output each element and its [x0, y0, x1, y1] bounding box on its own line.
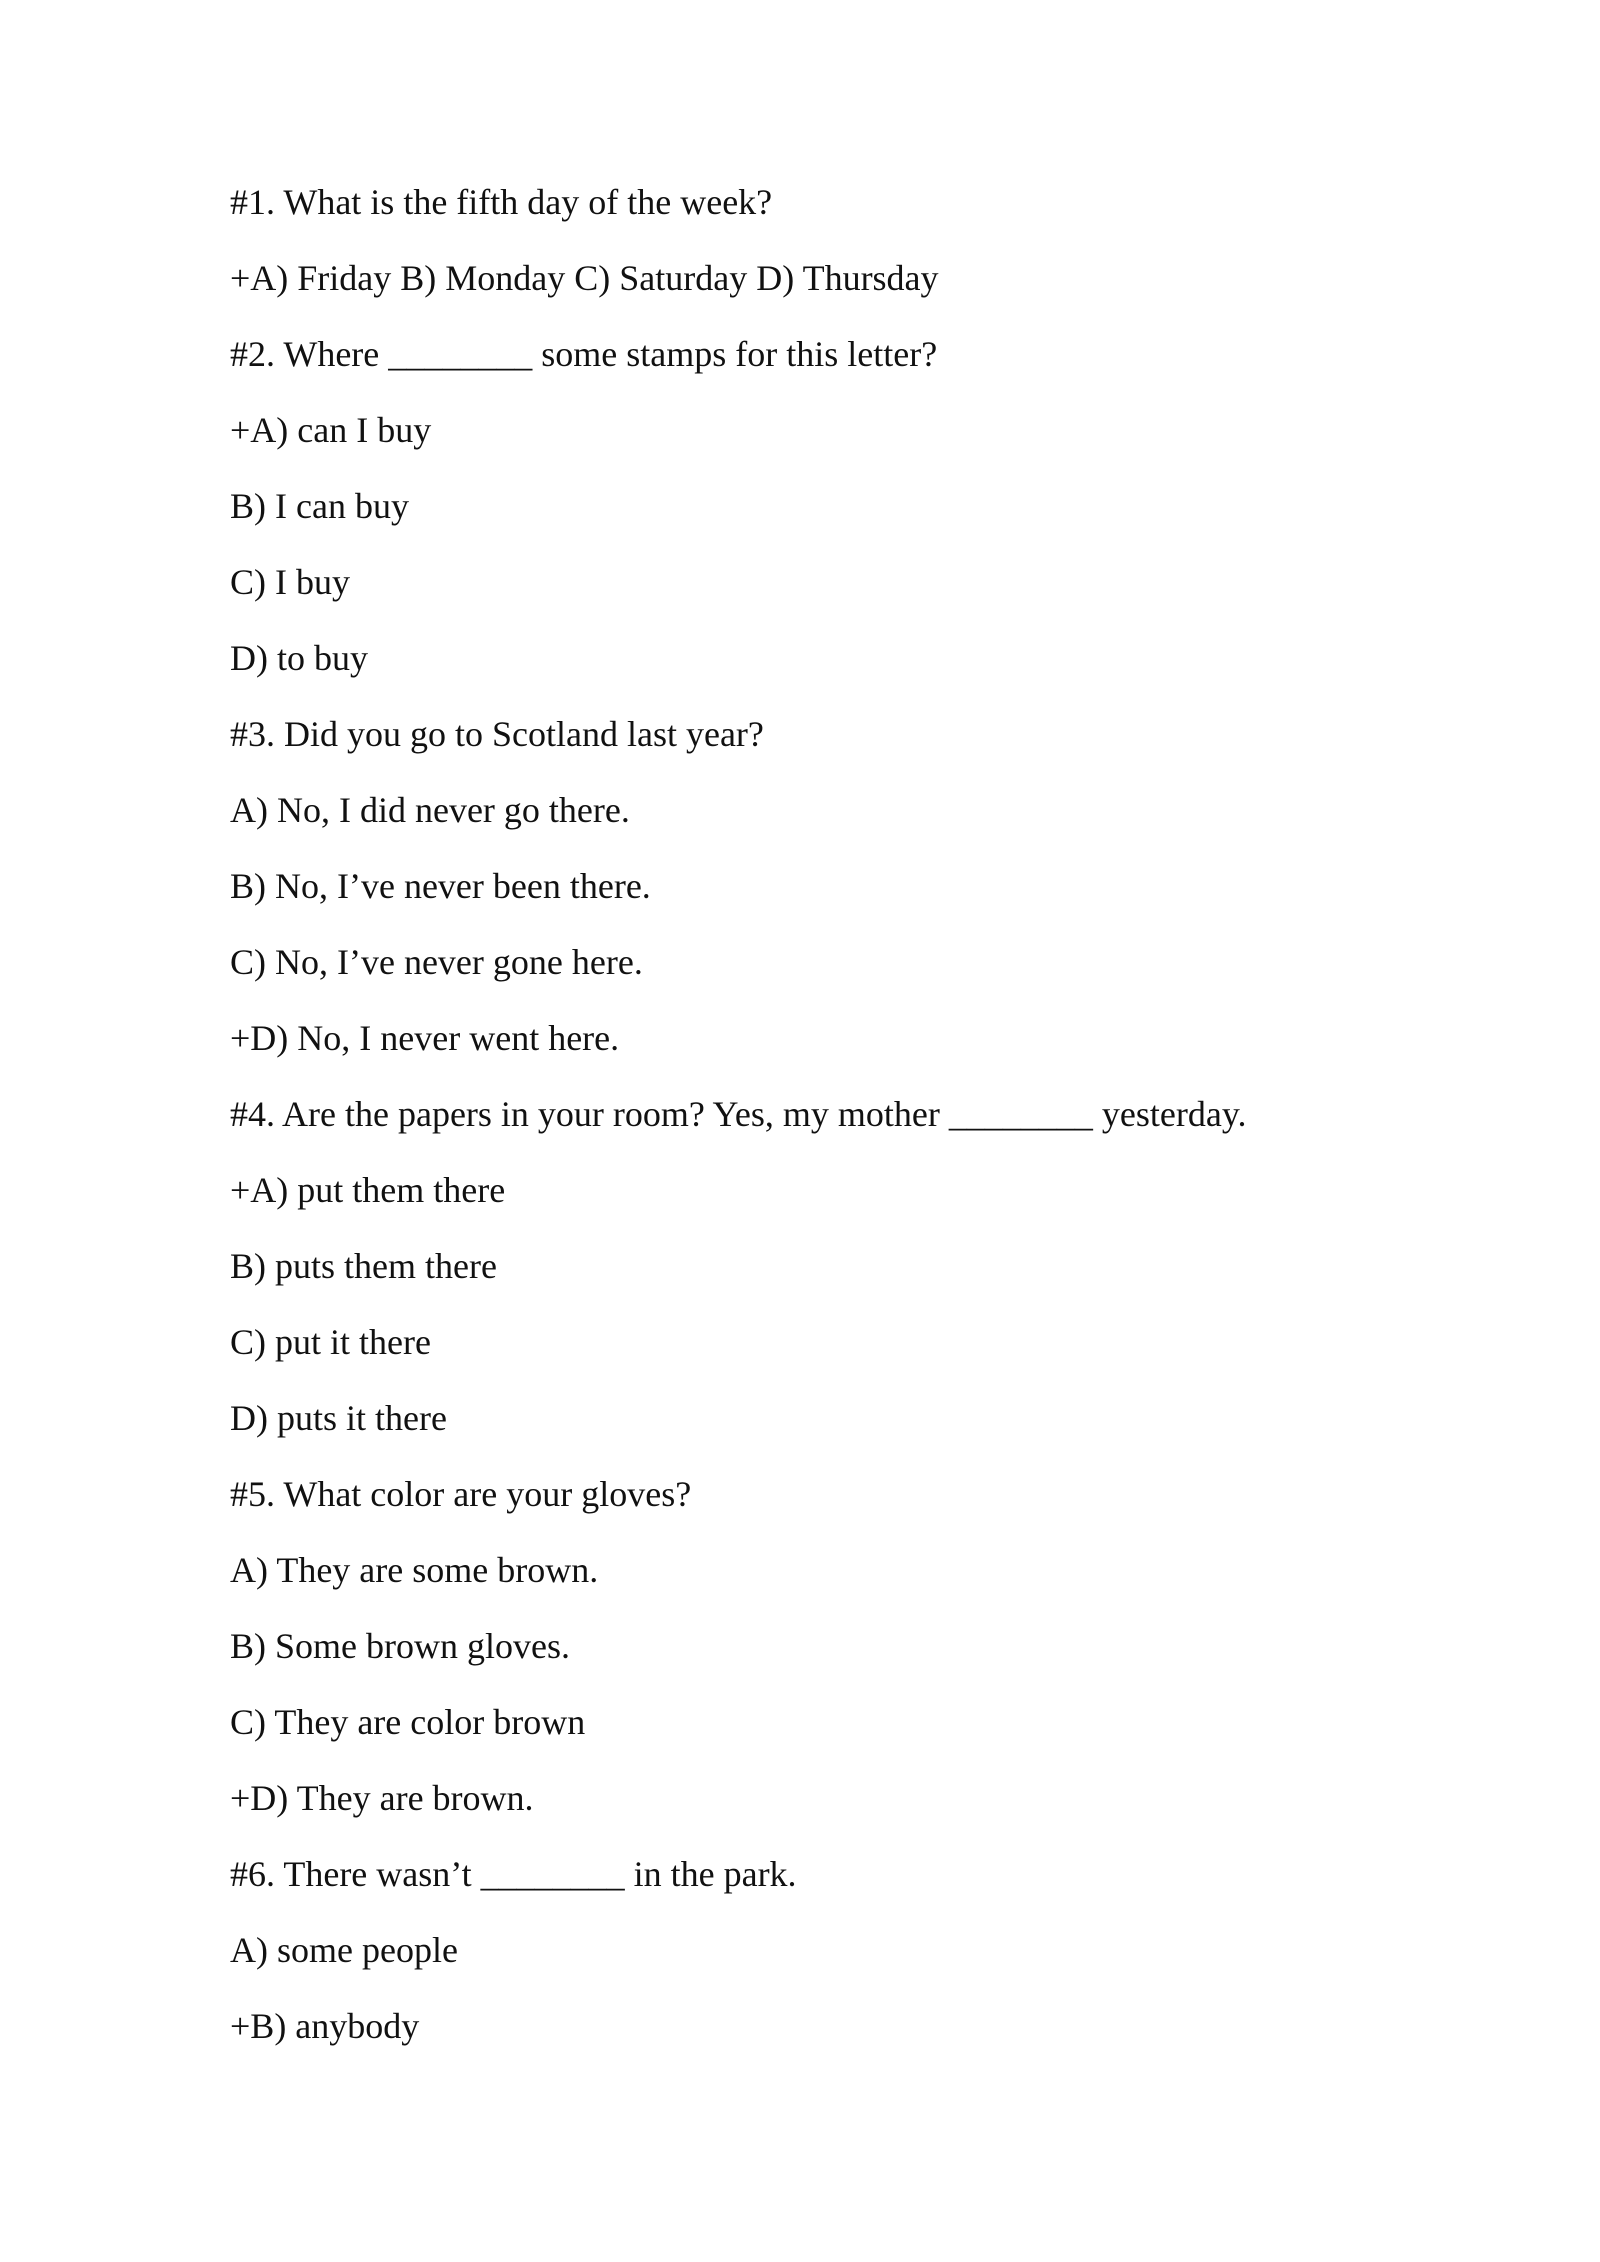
question-3-option-b: B) No, I’ve never been there. — [230, 866, 651, 906]
question-5-option-b: B) Some brown gloves. — [230, 1626, 570, 1666]
question-2: #2. Where ________ some stamps for this letter? — [230, 334, 938, 374]
question-1: #1. What is the fifth day of the week? — [230, 182, 773, 222]
question-4-option-d: D) puts it there — [230, 1398, 447, 1438]
question-4-option-a: +A) put them there — [230, 1170, 506, 1210]
question-3: #3. Did you go to Scotland last year? — [230, 714, 764, 754]
question-4-option-c: C) put it there — [230, 1322, 431, 1362]
question-4-option-b: B) puts them there — [230, 1246, 497, 1286]
question-2-option-d: D) to buy — [230, 638, 368, 678]
question-6-option-a: A) some people — [230, 1930, 458, 1970]
question-3-option-d: +D) No, I never went here. — [230, 1018, 620, 1058]
question-5-option-a: A) They are some brown. — [230, 1550, 599, 1590]
question-5-option-d: +D) They are brown. — [230, 1778, 534, 1818]
quiz-content — [230, 180, 1430, 2080]
question-6: #6. There wasn’t ________ in the park. — [230, 1854, 797, 1894]
question-6-option-b: +B) anybody — [230, 2006, 420, 2046]
question-3-option-a: A) No, I did never go there. — [230, 790, 630, 830]
question-2-option-a: +A) can I buy — [230, 410, 432, 450]
question-5-option-c: C) They are color brown — [230, 1702, 586, 1742]
question-2-option-b: B) I can buy — [230, 486, 409, 526]
question-2-option-c: C) I buy — [230, 562, 350, 602]
question-5: #5. What color are your gloves? — [230, 1474, 692, 1514]
question-1-options: +A) Friday B) Monday C) Saturday D) Thursday — [230, 258, 939, 298]
question-3-option-c: C) No, I’ve never gone here. — [230, 942, 643, 982]
question-4: #4. Are the papers in your room? Yes, my mother ________ yesterday. — [230, 1094, 1247, 1134]
